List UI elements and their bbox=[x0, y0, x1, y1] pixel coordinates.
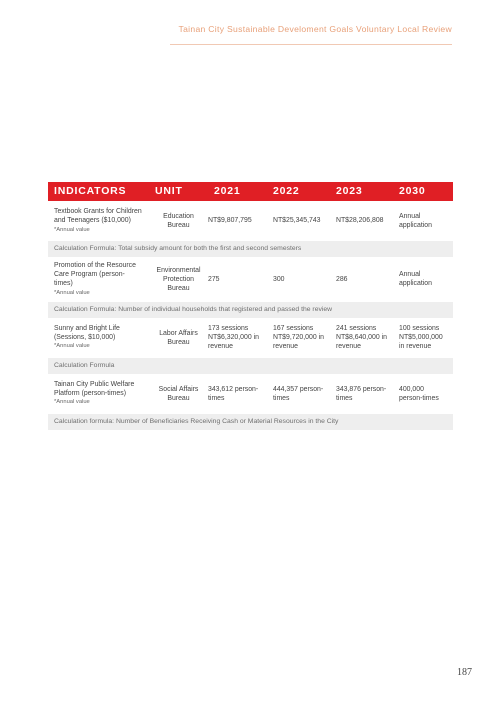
indicator-cell bbox=[48, 374, 149, 414]
table-row bbox=[48, 201, 453, 241]
value-2030-cell: 400,000 person-times bbox=[399, 385, 439, 402]
table-row bbox=[48, 318, 453, 358]
formula-row bbox=[48, 241, 453, 257]
value-2022-cell: 444,357 person-times bbox=[273, 385, 324, 402]
formula-text: Calculation Formula bbox=[48, 358, 453, 374]
indicator-name: Textbook Grants for Children and Teenagers ($10,000) bbox=[54, 208, 142, 225]
indicator-cell bbox=[48, 257, 149, 302]
value-2021-cell: NT$9,807,795 bbox=[208, 217, 252, 225]
table-row bbox=[48, 257, 453, 302]
value-2021-cell: 343,612 person-times bbox=[208, 385, 259, 402]
indicator-note: *Annual value bbox=[54, 343, 90, 350]
indicators-table bbox=[48, 182, 453, 430]
unit-cell: Labor Affairs Bureau bbox=[159, 329, 198, 346]
indicator-name: Sunny and Bright Life (Sessions, $10,000) bbox=[54, 325, 120, 342]
column-header-unit: UNIT bbox=[149, 182, 208, 201]
indicator-name: Promotion of the Resource Care Program (person-times) bbox=[54, 262, 136, 288]
formula-row bbox=[48, 302, 453, 318]
indicator-note: *Annual value bbox=[54, 289, 90, 296]
table-header-row bbox=[48, 182, 453, 201]
indicator-note: *Annual value bbox=[54, 399, 90, 406]
value-2022-cell: NT$25,345,743 bbox=[273, 217, 321, 225]
column-header-2030: 2030 bbox=[393, 182, 453, 201]
header-divider bbox=[170, 44, 452, 45]
formula-text: Calculation formula: Number of Beneficiaries Receiving Cash or Material Resources in the City bbox=[48, 414, 453, 430]
column-header-2023: 2023 bbox=[330, 182, 393, 201]
page-header: Tainan City Sustainable Develoment Goals Voluntary Local Review bbox=[178, 24, 452, 34]
value-2022-cell: 167 sessions NT$9,720,000 in revenue bbox=[273, 325, 324, 351]
formula-text: Calculation Formula: Number of individual households that registered and passed the review bbox=[48, 302, 453, 318]
table-row bbox=[48, 374, 453, 414]
indicator-note: *Annual value bbox=[54, 226, 90, 233]
unit-cell: Education Bureau bbox=[163, 212, 194, 229]
indicator-name: Tainan City Public Welfare Platform (person-times) bbox=[54, 381, 135, 398]
value-2030-cell: 100 sessions NT$5,000,000 in revenue bbox=[399, 325, 443, 351]
page-number: 187 bbox=[457, 667, 472, 678]
value-2021-cell: 173 sessions NT$6,320,000 in revenue bbox=[208, 325, 259, 351]
value-2023-cell: 343,876 person-times bbox=[336, 385, 387, 402]
column-header-2021: 2021 bbox=[208, 182, 267, 201]
value-2023-cell: 286 bbox=[336, 275, 348, 283]
unit-cell: Environmental Protection Bureau bbox=[156, 266, 201, 292]
formula-row bbox=[48, 358, 453, 374]
value-2030-cell: Annual application bbox=[399, 271, 432, 288]
value-2030-cell: Annual application bbox=[399, 212, 432, 229]
value-2023-cell: NT$28,206,808 bbox=[336, 217, 384, 225]
indicator-cell bbox=[48, 201, 149, 241]
column-header-2022: 2022 bbox=[267, 182, 330, 201]
unit-cell: Social Affairs Bureau bbox=[158, 385, 199, 402]
value-2022-cell: 300 bbox=[273, 275, 285, 283]
formula-text: Calculation Formula: Total subsidy amount for both the first and second semesters bbox=[48, 241, 453, 257]
column-header-indicators: INDICATORS bbox=[48, 182, 149, 201]
value-2023-cell: 241 sessions NT$8,640,000 in revenue bbox=[336, 325, 387, 351]
value-2021-cell: 275 bbox=[208, 275, 220, 283]
formula-row bbox=[48, 414, 453, 430]
indicator-cell bbox=[48, 318, 149, 358]
